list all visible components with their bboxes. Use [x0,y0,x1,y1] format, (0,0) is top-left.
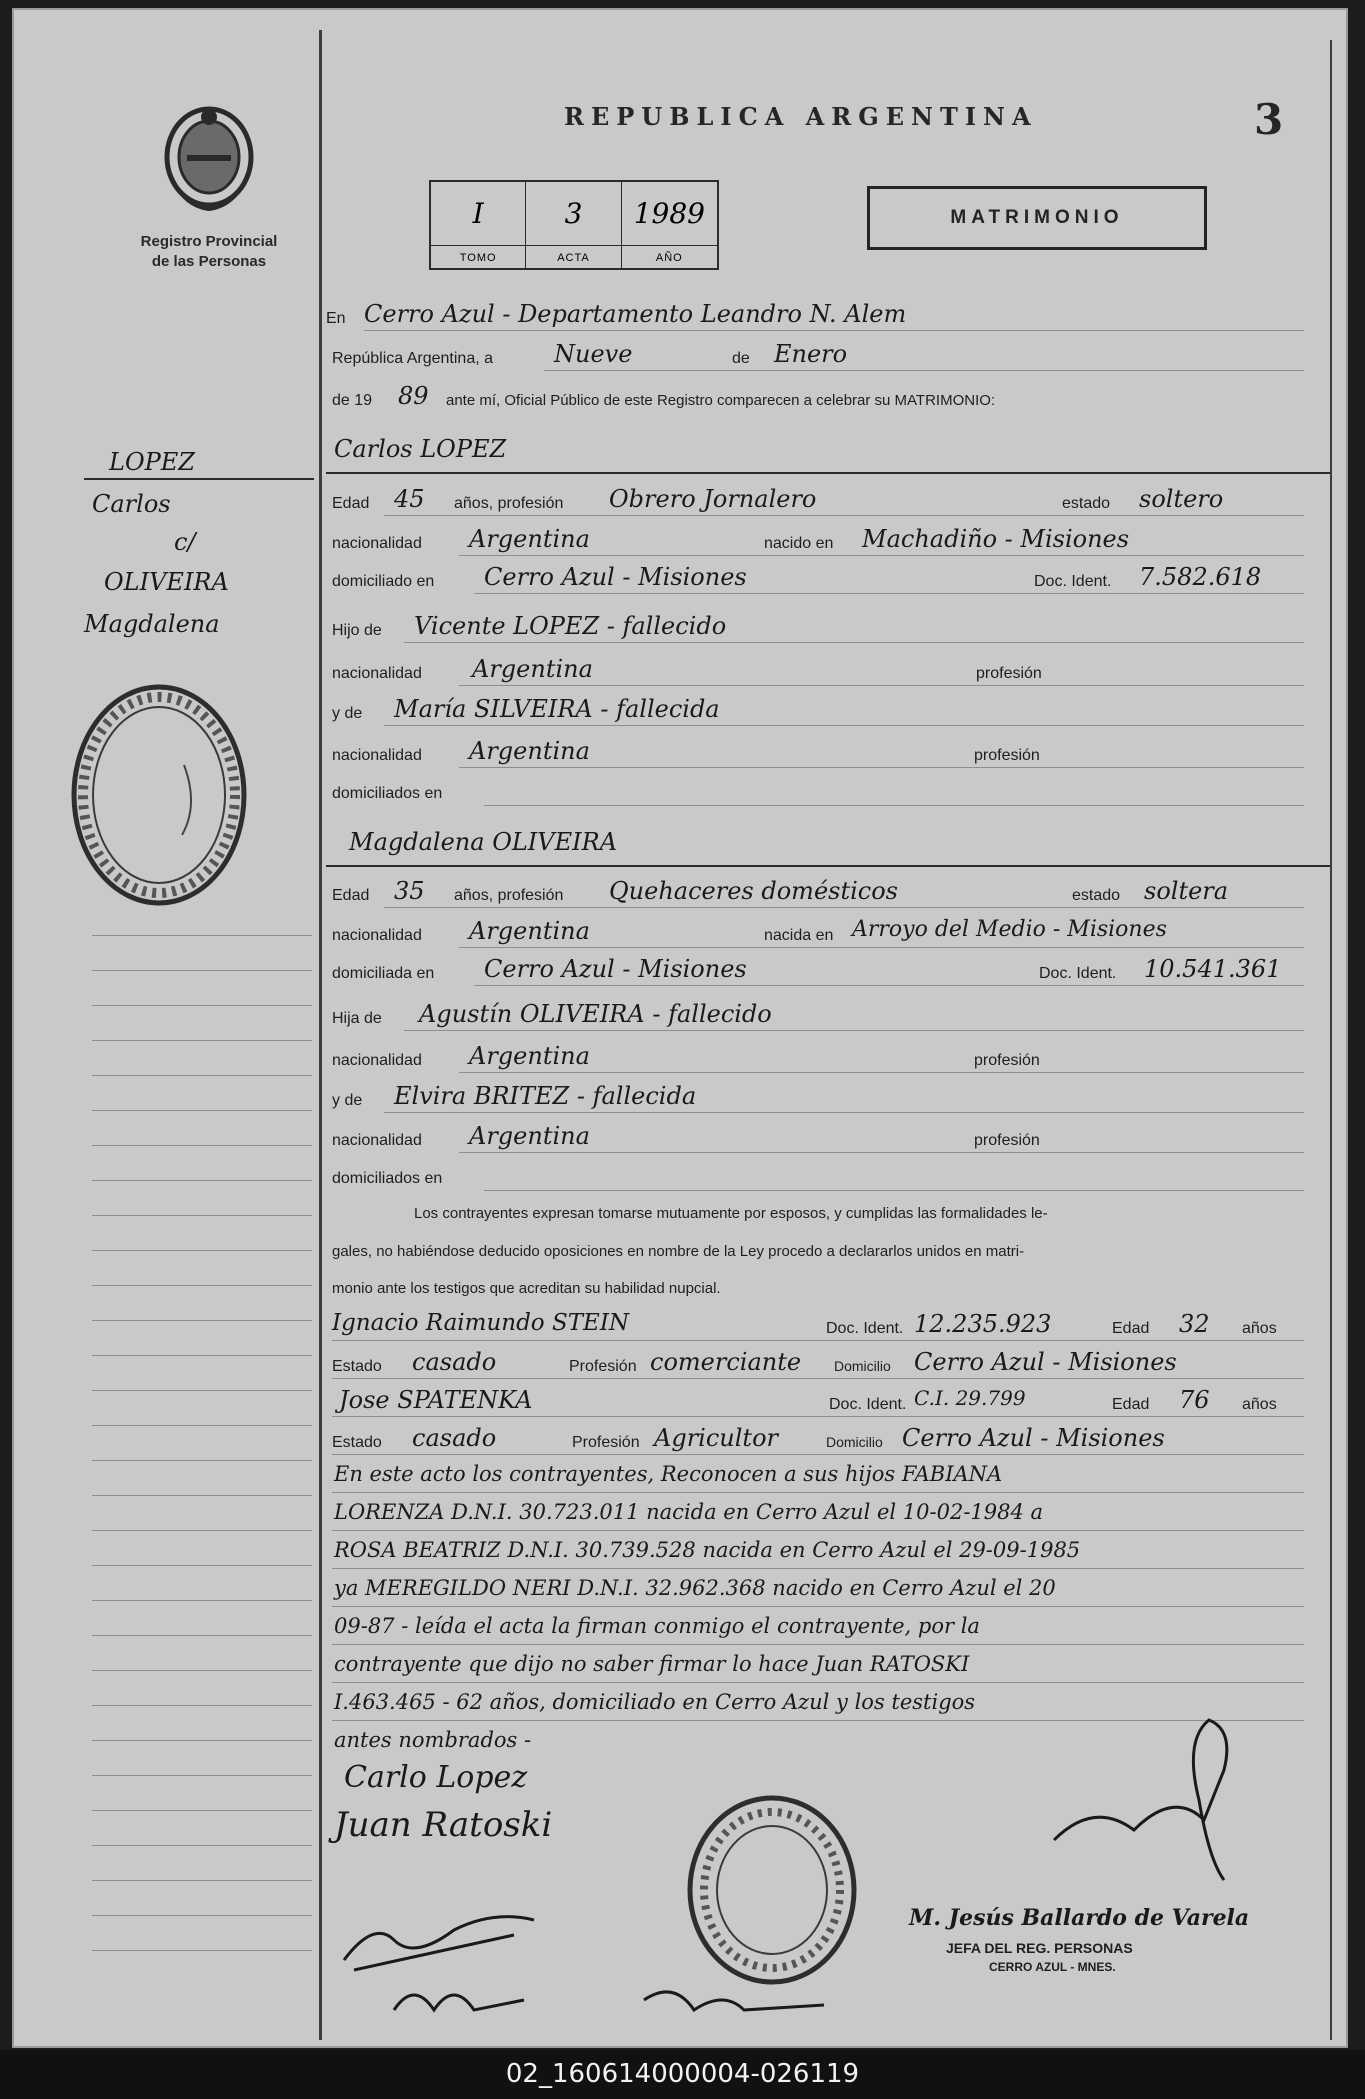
groom-profesion: Obrero Jornalero [609,485,817,513]
bride-divider [326,865,1330,867]
bride-profesion-label: años, profesión [454,887,564,904]
witness1-prof-label: Profesión [569,1358,637,1375]
bride-hija-label: Hija de [332,1010,382,1027]
witness2-estado-label: Estado [332,1434,382,1451]
witness1-doc: 12.235.923 [914,1310,1052,1338]
bride-domicilio: Cerro Azul - Misiones [484,955,747,983]
groom-edad: 45 [394,485,425,513]
groom-domicilio: Cerro Azul - Misiones [484,563,747,591]
tomo-value: I [431,182,526,246]
note-line-5: 09-87 - leída el acta la firman conmigo el contrayente, por la [334,1614,980,1638]
document-type-box: MATRIMONIO [867,186,1207,250]
ano-label: AÑO [655,252,683,264]
witness2-doc-label: Doc. Ident. [829,1396,907,1413]
margin-conj: c/ [174,528,196,556]
ano-value: 1989 [622,182,717,246]
bride-dom-label: domiciliada en [332,965,435,982]
groom-doc: 7.582.618 [1139,563,1262,591]
witness2-estado: casado [412,1424,497,1452]
bride-name: Magdalena OLIVEIRA [349,828,618,856]
bride-madre-nac-label: nacionalidad [332,1132,422,1149]
page-title: REPUBLICA ARGENTINA [564,102,1038,131]
declaration-line-3: monio ante los testigos que acreditan su habilidad nupcial. [332,1280,721,1297]
bride-doc: 10.541.361 [1144,955,1282,983]
groom-madre-prof-label: profesión [974,747,1040,764]
witness1-dom-label: Domicilio [834,1358,891,1374]
witness1-edad-label: Edad [1112,1320,1150,1337]
bride-yde-label: y de [332,1092,363,1109]
official-name: M. Jesús Ballardo de Varela [909,1905,1250,1931]
witness1-edad: 32 [1179,1310,1210,1338]
groom-hijo-label: Hijo de [332,622,382,639]
official-signature [1034,1710,1294,1890]
bride-profesion: Quehaceres domésticos [609,877,898,905]
margin-underline [84,478,314,480]
registry-line-1: Registro Provincial [140,233,278,250]
en-label: En [326,310,346,327]
margin-name-2: Magdalena [84,610,220,638]
republica-label: República Argentina, a [332,350,493,367]
place-value: Cerro Azul - Departamento Leandro N. Alem [364,300,907,328]
registry-label [109,232,309,272]
day-value: Nueve [554,340,633,368]
witness2-dom-label: Domicilio [826,1434,883,1450]
witness2-anos-label: años [1242,1396,1277,1413]
bride-padre-nac: Argentina [469,1042,590,1070]
witness1-domicilio: Cerro Azul - Misiones [914,1348,1177,1376]
witness2-name: Jose SPATENKA [339,1386,533,1414]
witness1-profesion: comerciante [650,1348,802,1376]
groom-estado: soltero [1139,485,1224,513]
bride-nacida: Arroyo del Medio - Misiones [852,917,1167,942]
groom-padre: Vicente LOPEZ - fallecido [414,612,727,640]
left-seal-stamp [64,675,254,915]
groom-madre-nac-label: nacionalidad [332,747,422,764]
bride-estado-label: estado [1072,887,1121,904]
groom-nacido: Machadiño - Misiones [862,525,1130,553]
margin-surname-2: OLIVEIRA [104,568,229,596]
acta-label: ACTA [526,246,621,270]
witness1-estado-label: Estado [332,1358,382,1375]
groom-nacido-label: nacido en [764,535,834,552]
bride-nac-label: nacionalidad [332,927,422,944]
margin-surname: LOPEZ [109,448,195,476]
note-line-7: I.463.465 - 62 años, domiciliado en Cerro Azul y los testigos [334,1690,976,1714]
groom-yde-label: y de [332,705,363,722]
witness2-edad: 76 [1179,1386,1210,1414]
note-line-8: antes nombrados - [334,1728,532,1752]
groom-profesion-label: años, profesión [454,495,564,512]
bride-nacida-label: nacida en [764,927,834,944]
witness1-anos-label: años [1242,1320,1277,1337]
groom-estado-label: estado [1062,495,1111,512]
comparecen-text: ante mí, Oficial Público de este Registro comparecen a celebrar su MATRIMONIO: [446,392,996,409]
margin-name: Carlos [92,490,171,518]
note-line-6: contrayente que dijo no saber firmar lo hace Juan RATOSKI [334,1652,970,1676]
signature-juan: Juan Ratoski [334,1805,553,1845]
note-line-4: ya MEREGILDO NERI D.N.I. 32.962.368 nacido en Cerro Azul el 20 [334,1576,1056,1600]
bride-nacionalidad: Argentina [469,917,590,945]
note-line-2: LORENZA D.N.I. 30.723.011 nacida en Cerro Azul el 10-02-1984 a [334,1500,1044,1524]
document-page [12,8,1348,2048]
declaration-line-1: Los contrayentes expresan tomarse mutuamente por esposos, y cumplidas las formalidades le- [414,1205,1048,1222]
de-label: de [732,350,750,367]
declaration-line-2: gales, no habiéndose deducido oposiciones en nombre de la Ley procedo a declararlos unidos en matri- [332,1243,1025,1260]
groom-nac-label: nacionalidad [332,535,422,552]
groom-divider [326,472,1330,474]
column-divider [319,30,322,2040]
groom-name: Carlos LOPEZ [334,435,507,463]
bride-madre-prof-label: profesión [974,1132,1040,1149]
groom-padre-nac: Argentina [472,655,593,683]
groom-doms-label: domiciliados en [332,785,443,802]
bride-edad: 35 [394,877,425,905]
witness1-name: Ignacio Raimundo STEIN [332,1310,630,1336]
witness1-doc-label: Doc. Ident. [826,1320,904,1337]
right-border [1330,40,1332,2040]
note-line-1: En este acto los contrayentes, Reconocen a sus hijos FABIANA [334,1462,1003,1486]
bride-madre: Elvira BRITEZ - fallecida [394,1082,697,1110]
bride-estado: soltera [1144,877,1229,905]
witness2-domicilio: Cerro Azul - Misiones [902,1424,1165,1452]
groom-padre-prof-label: profesión [976,665,1042,682]
groom-dom-label: domiciliado en [332,573,435,590]
tomo-label: TOMO [431,246,526,270]
bride-padre-nac-label: nacionalidad [332,1052,422,1069]
image-id-caption: 02_160614000004-026119 [0,2050,1365,2099]
note-line-3: ROSA BEATRIZ D.N.I. 30.739.528 nacida en Cerro Azul el 29-09-1985 [334,1538,1081,1562]
month-value: Enero [774,340,848,368]
acta-value: 3 [526,182,621,246]
groom-doc-label: Doc. Ident. [1034,573,1112,590]
year-prefix: de 19 [332,392,373,409]
official-title: JEFA DEL REG. PERSONAS [946,1940,1133,1956]
right-seal-stamp [682,1790,862,1990]
signature-carlos: Carlo Lopez [344,1760,528,1795]
witness1-estado: casado [412,1348,497,1376]
coat-of-arms-icon [159,105,259,215]
groom-nacionalidad: Argentina [469,525,590,553]
witness2-profesion: Agricultor [654,1424,778,1452]
bride-doc-label: Doc. Ident. [1039,965,1117,982]
groom-edad-label: Edad [332,495,370,512]
tomo-acta-ano-box [429,180,719,270]
groom-madre-nac: Argentina [469,737,590,765]
bride-padre: Agustín OLIVEIRA - fallecido [419,1000,772,1028]
year-suffix: 89 [398,382,429,410]
witness2-prof-label: Profesión [572,1434,640,1451]
witness2-doc: C.I. 29.799 [914,1386,1026,1410]
registry-line-2: de las Personas [151,253,267,270]
page-number: 3 [1254,95,1284,144]
bride-padre-prof-label: profesión [974,1052,1040,1069]
official-place: CERRO AZUL - MNES. [989,1960,1116,1974]
bride-madre-nac: Argentina [469,1122,590,1150]
bride-doms-label: domiciliados en [332,1170,443,1187]
witness2-edad-label: Edad [1112,1396,1150,1413]
groom-padre-nac-label: nacionalidad [332,665,422,682]
groom-madre: María SILVEIRA - fallecida [394,695,720,723]
witness-signature-scribble-1 [334,1900,554,1980]
bride-edad-label: Edad [332,887,370,904]
